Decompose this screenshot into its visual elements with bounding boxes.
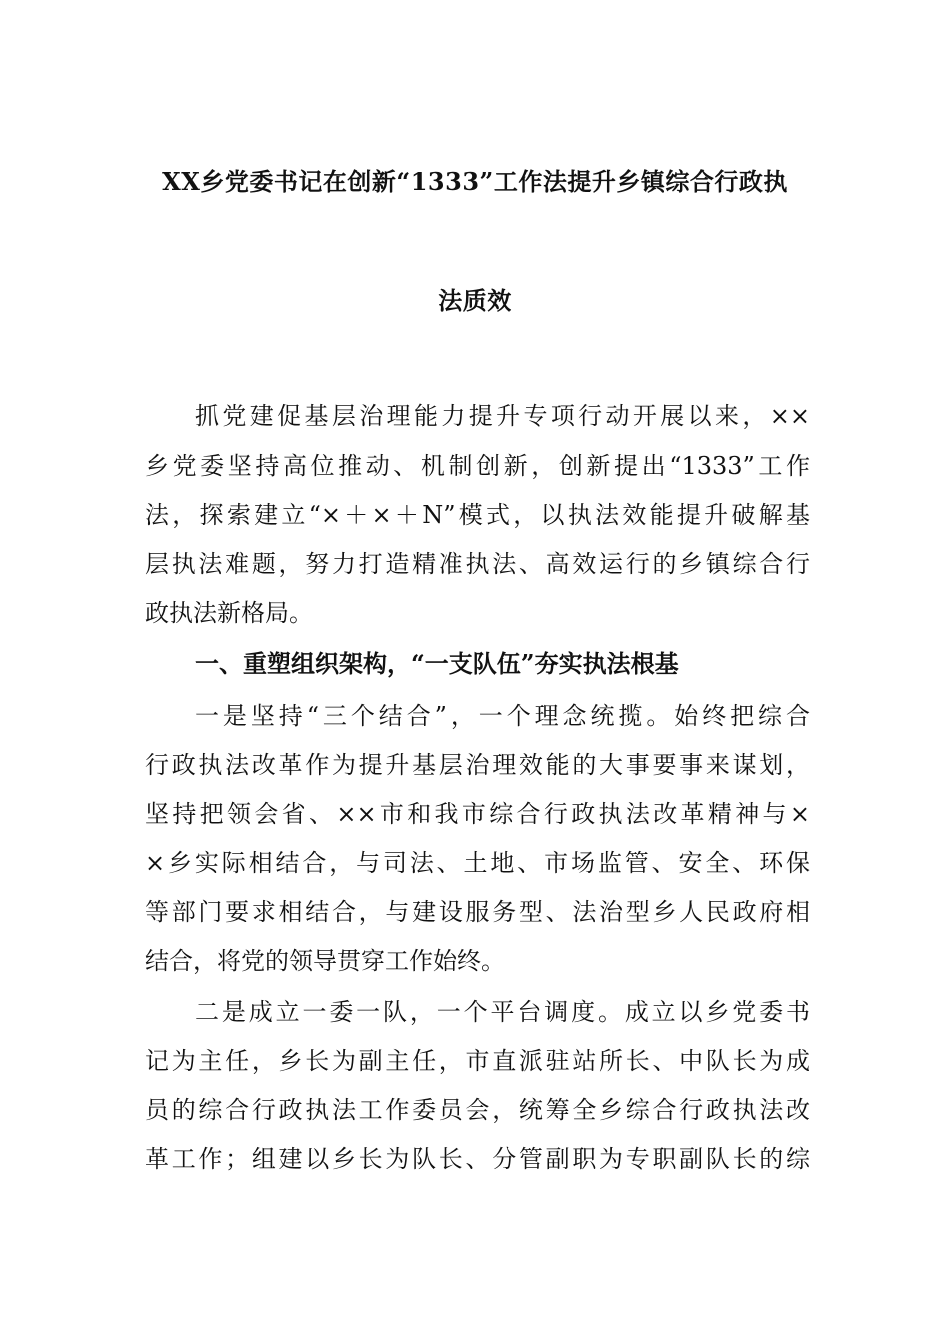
- paragraph-3-line: 记为主任，乡长为副主任，市直派驻站所长、中队长为成: [145, 1047, 810, 1075]
- paragraph-3-line: 二是成立一委一队，一个平台调度。成立以乡党委书: [195, 998, 810, 1026]
- section-heading-1: 一、重塑组织架构，“一支队伍”夯实执法根基: [195, 649, 679, 678]
- paragraph-1-line: 抓党建促基层治理能力提升专项行动开展以来，××: [195, 402, 810, 430]
- paragraph-2-line: ×乡实际相结合，与司法、土地、市场监管、安全、环保: [145, 849, 810, 877]
- paragraph-2-line: 一是坚持“三个结合”，一个理念统揽。始终把综合: [195, 702, 810, 730]
- paragraph-3-line: 员的综合行政执法工作委员会，统筹全乡综合行政执法改: [145, 1096, 810, 1124]
- document-title-line-1: XX乡党委书记在创新“1333”工作法提升乡镇综合行政执: [162, 167, 788, 196]
- paragraph-1-line: 乡党委坚持高位推动、机制创新，创新提出“1333”工作: [145, 452, 810, 480]
- paragraph-1-line: 层执法难题，努力打造精准执法、高效运行的乡镇综合行: [145, 550, 810, 578]
- paragraph-2-line: 行政执法改革作为提升基层治理效能的大事要事来谋划，: [145, 751, 810, 779]
- paragraph-1-line: 法，探索建立“×＋×＋N”模式，以执法效能提升破解基: [145, 501, 810, 529]
- paragraph-2-line: 坚持把领会省、××市和我市综合行政执法改革精神与×: [145, 800, 810, 828]
- paragraph-1-line: 政执法新格局。: [145, 599, 313, 627]
- document-title-line-2: 法质效: [438, 286, 512, 315]
- paragraph-2-line: 等部门要求相结合，与建设服务型、法治型乡人民政府相: [145, 898, 810, 926]
- paragraph-3-line: 革工作；组建以乡长为队长、分管副职为专职副队长的综: [145, 1145, 810, 1173]
- paragraph-2-line: 结合，将党的领导贯穿工作始终。: [145, 947, 505, 975]
